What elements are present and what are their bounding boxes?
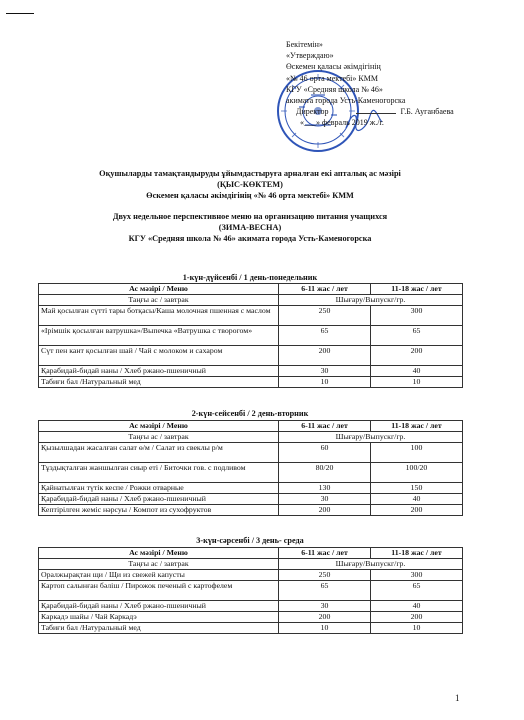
approval-line: Директор [296, 107, 329, 117]
subheader-output: Шығару/Выпускг/гр. [279, 432, 463, 443]
portion-11-18: 200 [371, 505, 463, 516]
portion-11-18: 65 [371, 326, 463, 346]
dish-name: Қайнатылған түтік кеспе / Рожки отварные [39, 483, 279, 494]
table-row [39, 483, 463, 494]
portion-6-11: 30 [279, 494, 371, 505]
header-age-11-18: 11-18 жас / лет [371, 421, 463, 432]
page-number: 1 [455, 693, 460, 703]
portion-6-11: 200 [279, 612, 371, 623]
header-age-11-18: 11-18 жас / лет [371, 548, 463, 559]
portion-11-18: 40 [371, 601, 463, 612]
approval-line: «№ 46 орта мектебі» КММ [286, 73, 378, 83]
portion-11-18: 300 [371, 570, 463, 581]
title-ru-season: (ЗИМА-ВЕСНА) [218, 223, 282, 232]
table-row [39, 306, 463, 326]
table-header-row [39, 284, 463, 295]
portion-6-11: 250 [279, 306, 371, 326]
header-age-11-18: 11-18 жас / лет [371, 284, 463, 295]
approval-line: КГУ «Средняя школа № 46» [286, 84, 383, 94]
table-row [39, 326, 463, 346]
title-ru: Двух недельное перспективное меню на организацию питания учащихся [112, 212, 388, 221]
portion-6-11: 10 [279, 623, 371, 634]
dish-name: Қызылшадан жасалған салат ө/м / Салат из свеклы р/м [39, 443, 279, 463]
portion-6-11: 65 [279, 326, 371, 346]
header-age-6-11: 6-11 жас / лет [279, 548, 371, 559]
dish-name: Қарабидай-бидай наны / Хлеб ржано-пшеничный [39, 494, 279, 505]
dish-name: «Ірімшік қосылған ватрушка»/Выпечка «Ватрушка с творогом» [39, 326, 279, 346]
portion-11-18: 10 [371, 377, 463, 388]
portion-11-18: 150 [371, 483, 463, 494]
portion-6-11: 30 [279, 601, 371, 612]
portion-6-11: 250 [279, 570, 371, 581]
dish-name: Сүт пен кант қосылған шай / Чай с молоком и сахаром [39, 346, 279, 366]
day-1-heading: 1-күн-дүйсенбі / 1 день-понедельник [182, 273, 318, 282]
portion-6-11: 30 [279, 366, 371, 377]
dish-name: Каркадэ шайы / Чай Каркадэ [39, 612, 279, 623]
document-titles [30, 168, 470, 244]
table-row [39, 581, 463, 601]
subheader-meal: Таңғы ас / завтрак [39, 559, 279, 570]
header-age-6-11: 6-11 жас / лет [279, 421, 371, 432]
portion-11-18: 40 [371, 366, 463, 377]
dish-name: Табиғи бал /Натуральный мед [39, 623, 279, 634]
approval-line: акимата города Усть-Каменогорска [286, 96, 406, 106]
portion-11-18: 100 [371, 443, 463, 463]
table-header-row [39, 421, 463, 432]
dish-name: Кептірілген жеміс нәрсуы / Компот из сухофруктов [39, 505, 279, 516]
approval-line: Бекітемін» [286, 40, 323, 49]
approval-line: «Утверждаю» [286, 51, 334, 61]
dish-name: Оралжырақтан щи / Щи из свежей капусты [39, 570, 279, 581]
header-menu: Ас мәзірі / Меню [39, 548, 279, 559]
table-subheader-row [39, 432, 463, 443]
header-menu: Ас мәзірі / Меню [39, 284, 279, 295]
table-subheader-row [39, 559, 463, 570]
dish-name: Қарабидай-бидай наны / Хлеб ржано-пшеничный [39, 601, 279, 612]
subheader-output: Шығару/Выпускг/гр. [279, 559, 463, 570]
portion-11-18: 200 [371, 612, 463, 623]
portion-11-18: 300 [371, 306, 463, 326]
table-row [39, 601, 463, 612]
signature-line [356, 113, 396, 114]
header-age-6-11: 6-11 жас / лет [279, 284, 371, 295]
approval-block [286, 39, 486, 129]
subheader-meal: Таңғы ас / завтрак [39, 432, 279, 443]
table-row [39, 377, 463, 388]
subheader-output: Шығару/Выпускг/гр. [279, 295, 463, 306]
dish-name: Тұздықталған жаншылған сиыр еті / Биточки гов. с подливом [39, 463, 279, 483]
portion-6-11: 60 [279, 443, 371, 463]
table-row [39, 366, 463, 377]
table-row [39, 570, 463, 581]
portion-11-18: 65 [371, 581, 463, 601]
portion-6-11: 10 [279, 377, 371, 388]
approval-date: «___» февраль 2019 ж./г. [300, 118, 384, 128]
table-row [39, 346, 463, 366]
portion-11-18: 100/20 [371, 463, 463, 483]
title-kz-season: (ҚЫС-КӨКТЕМ) [217, 180, 283, 189]
dish-name: Қарабидай-бидай наны / Хлеб ржано-пшеничный [39, 366, 279, 377]
portion-6-11: 130 [279, 483, 371, 494]
subheader-meal: Таңғы ас / завтрак [39, 295, 279, 306]
day-3-heading: 3-күн-сәрсенбі / 3 день- среда [196, 536, 304, 545]
title-kz: Оқушыларды тамақтандыруды ұйымдастыруға арналған екі апталық ас мәзірі [99, 169, 401, 178]
day-2-menu-table [38, 420, 463, 516]
header-menu: Ас мәзірі / Меню [39, 421, 279, 432]
table-header-row [39, 548, 463, 559]
portion-11-18: 200 [371, 346, 463, 366]
dish-name: Картоп салынған бәліш / Пирожок печеный с картофелем [39, 581, 279, 601]
portion-11-18: 10 [371, 623, 463, 634]
day-1-menu-table [38, 283, 463, 388]
day-3-menu-table [38, 547, 463, 634]
table-row [39, 463, 463, 483]
dish-name: Табиғи бал /Натуральный мед [39, 377, 279, 388]
top-rule [6, 13, 34, 14]
table-row [39, 505, 463, 516]
approval-line: Өскемен қаласы әкімдігінің [286, 62, 381, 72]
approval-signature-name: Г.Б. Ауганбаева [400, 107, 454, 117]
table-row [39, 443, 463, 463]
table-row [39, 494, 463, 505]
portion-6-11: 80/20 [279, 463, 371, 483]
title-kz-school: Өскемен қаласы әкімдігінің «№ 46 орта мектебі» КММ [146, 191, 354, 200]
dish-name: Май қосылған сүтті тары ботқасы/Каша молочная пшенная с маслом [39, 306, 279, 326]
table-row [39, 612, 463, 623]
portion-6-11: 200 [279, 505, 371, 516]
portion-6-11: 65 [279, 581, 371, 601]
table-subheader-row [39, 295, 463, 306]
day-2-heading: 2-күн-сейсенбі / 2 день-вторник [191, 409, 309, 418]
portion-11-18: 40 [371, 494, 463, 505]
table-row [39, 623, 463, 634]
title-ru-school: КГУ «Средняя школа № 46» акимата города Усть-Каменогорска [128, 234, 372, 243]
portion-6-11: 200 [279, 346, 371, 366]
